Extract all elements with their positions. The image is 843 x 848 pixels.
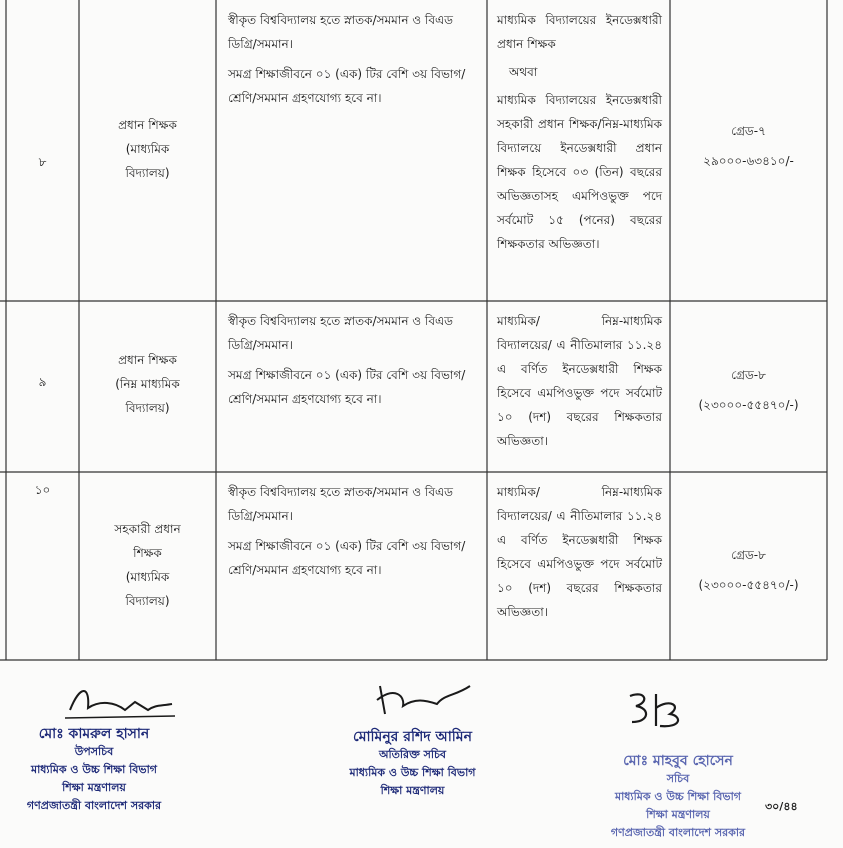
signature-block (0, 725, 194, 815)
signatory-line: গণপ্রজাতন্ত্রী বাংলাদেশ সরকার (610, 826, 746, 839)
qualification-text: সমগ্র শিক্ষাজীবনে ০১ (এক) টির বেশি ৩য় বিভাগ/শ্রেণি/সমমান গ্রহণযোগ্য হবে না। (228, 67, 466, 105)
signature-mark (620, 688, 690, 733)
serial-cell: ৯ (38, 375, 47, 389)
post-line: সহকারী প্রধান (114, 522, 181, 536)
signature-block (578, 752, 778, 842)
page-number: ৩০/৪৪ (765, 800, 798, 813)
signature-mark (60, 680, 180, 725)
serial-cell: ১০ (34, 483, 51, 497)
post-line: প্রধান শিক্ষক (118, 353, 177, 367)
experience-cell (497, 480, 662, 624)
signatory-title: অতিরিক্ত সচিব (378, 748, 447, 761)
signatory-name: মোঃ কামরুল হাসান (38, 726, 150, 742)
grade-label: গ্রেড-৮ (731, 368, 766, 382)
post-cell (79, 113, 216, 185)
post-line: বিদ্যালয়) (125, 401, 170, 415)
experience-cell (497, 309, 662, 453)
pay-scale: ২৯০০০-৬৩৪১০/- (703, 154, 794, 168)
pay-scale: (২৩০০০-৫৫৪৭০/-) (698, 578, 799, 592)
pay-cell (670, 540, 827, 600)
pay-scale: (২৩০০০-৫৫৪৭০/-) (698, 398, 799, 412)
post-line: প্রধান শিক্ষক (118, 118, 177, 132)
pay-cell (670, 360, 827, 420)
experience-or: অথবা (509, 65, 538, 79)
signatory-line: মাধ্যমিক ও উচ্চ শিক্ষা বিভাগ (614, 790, 742, 803)
experience-cell (497, 8, 662, 256)
post-line: (নিম্ন মাধ্যমিক (115, 377, 180, 391)
experience-text: মাধ্যমিক/ নিম্ন-মাধ্যমিক বিদ্যালয়ের/ এ নীতিমালার ১১.২৪ এ বর্ণিত ইনডেক্সধারী শিক্ষক হিসেবে এমপিওভুক্ত পদে সর্বমোট ১০ (দশ) বছরের শিক্ষকতার অভিজ্ঞতা। (497, 314, 662, 448)
post-line: (মাধ্যমিক (125, 142, 170, 156)
signature-block (305, 728, 520, 800)
signatory-name: মোমিনুর রশিদ আমিন (353, 729, 472, 745)
post-line: বিদ্যালয়) (125, 594, 170, 608)
experience-text: মাধ্যমিক/ নিম্ন-মাধ্যমিক বিদ্যালয়ের/ এ নীতিমালার ১১.২৪ এ বর্ণিত ইনডেক্সধারী শিক্ষক হিসেবে এমপিওভুক্ত পদে সর্বমোট ১০ (দশ) বছরের শিক্ষকতার অভিজ্ঞতা। (497, 485, 662, 619)
post-line: শিক্ষক (133, 546, 162, 560)
qualification-cell (228, 480, 480, 588)
signatory-line: মাধ্যমিক ও উচ্চ শিক্ষা বিভাগ (349, 766, 476, 779)
experience-text: মাধ্যমিক বিদ্যালয়ের ইনডেক্সধারী প্রধান শিক্ষক (497, 13, 662, 51)
pay-cell (670, 116, 827, 176)
signatory-line: মাধ্যমিক ও উচ্চ শিক্ষা বিভাগ (30, 763, 158, 776)
signatory-title: উপসচিব (74, 745, 114, 758)
signatory-line: শিক্ষা মন্ত্রণালয় (380, 784, 445, 797)
signatory-title: সচিব (666, 772, 690, 785)
signatory-line: শিক্ষা মন্ত্রণালয় (62, 781, 126, 794)
signature-mark (365, 676, 475, 721)
qualification-text: স্বীকৃত বিশ্ববিদ্যালয় হতে স্নাতক/সমমান ও বিএড ডিগ্রি/সমমান। (228, 13, 454, 51)
post-cell (79, 348, 216, 420)
post-line: (মাধ্যমিক (125, 570, 170, 584)
post-cell (79, 517, 216, 613)
grade-label: গ্রেড-৮ (731, 548, 766, 562)
qualification-text: স্বীকৃত বিশ্ববিদ্যালয় হতে স্নাতক/সমমান ও বিএড ডিগ্রি/সমমান। (228, 314, 454, 352)
signatory-line: শিক্ষা মন্ত্রণালয় (646, 808, 710, 821)
signatory-line: গণপ্রজাতন্ত্রী বাংলাদেশ সরকার (26, 799, 162, 812)
qualification-text: সমগ্র শিক্ষাজীবনে ০১ (এক) টির বেশি ৩য় বিভাগ/শ্রেণি/সমমান গ্রহণযোগ্য হবে না। (228, 539, 466, 577)
serial-cell: ৮ (38, 155, 47, 169)
post-line: বিদ্যালয়) (125, 166, 170, 180)
qualification-text: স্বীকৃত বিশ্ববিদ্যালয় হতে স্নাতক/সমমান ও বিএড ডিগ্রি/সমমান। (228, 485, 454, 523)
signatory-name: মোঃ মাহবুব হোসেন (623, 753, 733, 769)
qualification-cell (228, 309, 480, 417)
qualification-cell (228, 8, 480, 116)
grade-label: গ্রেড-৭ (731, 124, 766, 138)
experience-text: মাধ্যমিক বিদ্যালয়ের ইনডেক্সধারী সহকারী প্রধান শিক্ষক/নিম্ন-মাধ্যমিক বিদ্যালয়ে ইনডেক্সধারী প্রধান শিক্ষক হিসেবে ০৩ (তিন) বছরের অভিজ্ঞতাসহ এমপিওভুক্ত পদে সর্বমোট ১৫ (পনের) বছরের শিক্ষকতার অভিজ্ঞতা। (497, 93, 662, 251)
qualification-text: সমগ্র শিক্ষাজীবনে ০১ (এক) টির বেশি ৩য় বিভাগ/শ্রেণি/সমমান গ্রহণযোগ্য হবে না। (228, 368, 466, 406)
